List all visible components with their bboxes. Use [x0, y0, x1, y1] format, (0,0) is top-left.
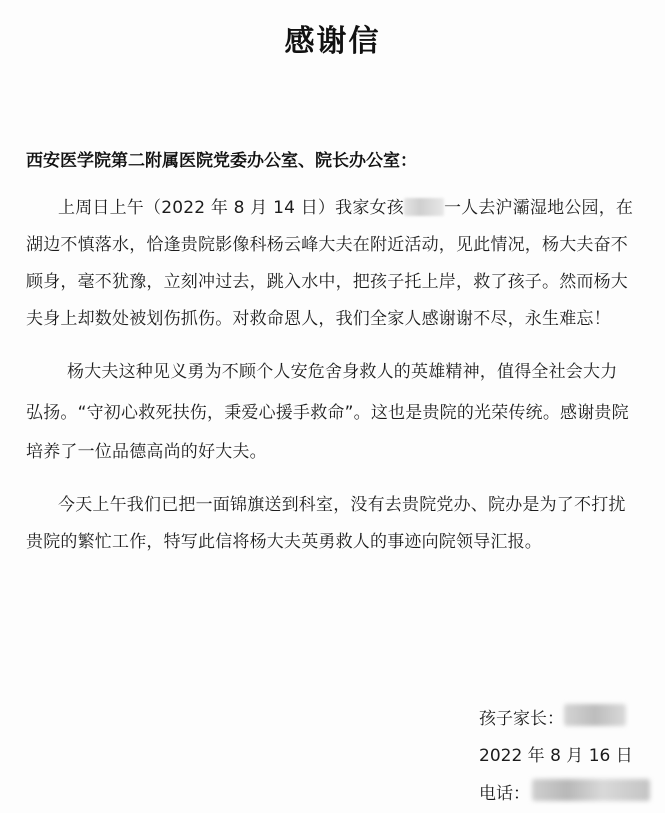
- signature-date: 2022 年 8 月 16 日: [479, 746, 633, 766]
- redacted-child-name: [404, 198, 444, 216]
- signature-parent-label: 孩子家长：: [479, 709, 564, 729]
- letter-title: 感谢信: [284, 24, 381, 59]
- paragraph-1-line-1-start: 上周日上午（2022 年 8 月 14 日）我家女孩: [58, 198, 404, 218]
- paragraph-3-line-1: 今天上午我们已把一面锦旗送到科室，没有去贵院党办、院办是为了不打扰: [58, 495, 626, 515]
- paragraph-1-line-1-end: 一人去沪灞湿地公园，在: [443, 198, 634, 218]
- paragraph-2-line-3: 培养了一位品德高尚的好大夫。: [26, 442, 267, 462]
- letter-salutation: 西安医学院第二附属医院党委办公室、院长办公室：: [26, 151, 417, 171]
- paragraph-1-line-1: [58, 193, 633, 218]
- paragraph-1-line-3: 顾身，毫不犹豫，立刻冲过去，跳入水中，把孩子托上岸，救了孩子。然而杨大: [26, 272, 628, 292]
- paragraph-3-line-2: 贵院的繁忙工作，特写此信将杨大夫英勇救人的事迹向院领导汇报。: [26, 532, 542, 552]
- redacted-phone-number: [532, 779, 650, 801]
- paragraph-2-line-1: 杨大夫这种见义勇为不顾个人安危舍身救人的英雄精神，值得全社会大力: [67, 362, 618, 382]
- signature-phone-label: 电话：: [479, 784, 530, 804]
- redacted-parent-name: [564, 704, 626, 726]
- paragraph-1-line-2: 湖边不慎落水，恰逢贵院影像科杨云峰大夫在附近活动，见此情况，杨大夫奋不: [26, 235, 628, 255]
- paragraph-1-line-4: 夫身上却数处被划伤抓伤。对救命恩人，我们全家人感谢谢不尽，永生难忘！: [26, 309, 611, 329]
- paragraph-2-line-2: 弘扬。“守初心救死扶伤，秉爱心援手救命”。这也是贵院的光荣传统。感谢贵院: [26, 403, 629, 423]
